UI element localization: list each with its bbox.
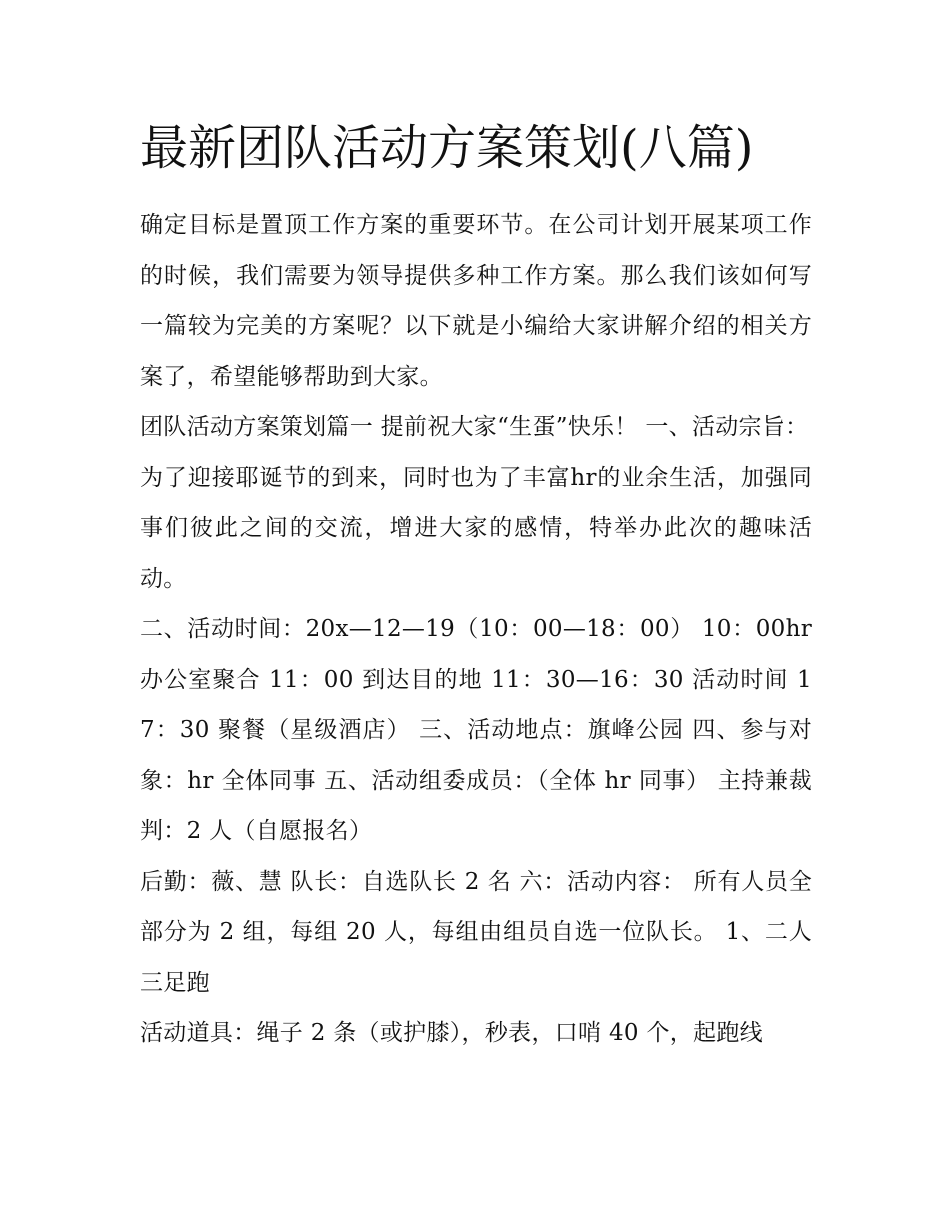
paragraph-purpose: 为了迎接耶诞节的到来，同时也为了丰富hr的业余生活，加强同事们彼此之间的交流，增进大家的感情，特举办此次的趣味活动。 <box>140 464 812 592</box>
document-body <box>140 200 812 1059</box>
paragraph-section-one-heading: 团队活动方案策划篇一 提前祝大家“生蛋”快乐！ 一、活动宗旨： <box>140 414 809 440</box>
document-title: 最新团队活动方案策划(八篇) <box>140 120 754 176</box>
paragraph-logistics: 后勤：薇、慧 队长：自选队长 2 名 六：活动内容： 所有人员全部分为 2 组，每组 20 人，每组由组员自选一位队长。 1、二人三足跑 <box>140 868 812 996</box>
paragraph-props: 活动道具：绳子 2 条（或护膝），秒表，口哨 40 个，起跑线 <box>140 1020 763 1046</box>
paragraph-intro: 确定目标是置顶工作方案的重要环节。在公司计划开展某项工作的时候，我们需要为领导提供多种工作方案。那么我们该如何写一篇较为完美的方案呢？以下就是小编给大家讲解介绍的相关方案了，希望能够帮助到大家。 <box>140 212 812 390</box>
paragraph-schedule: 二、活动时间：20x—12—19（10：00—18：00） 10：00hr办公室聚合 11：00 到达目的地 11：30—16：30 活动时间 17：30 聚餐（星级酒店） 三、活动地点：旗峰公园 四、参与对象：hr 全体同事 五、活动组委成员：（全体 hr 同事） 主持兼裁判：2 人（自愿报名） <box>140 616 812 844</box>
